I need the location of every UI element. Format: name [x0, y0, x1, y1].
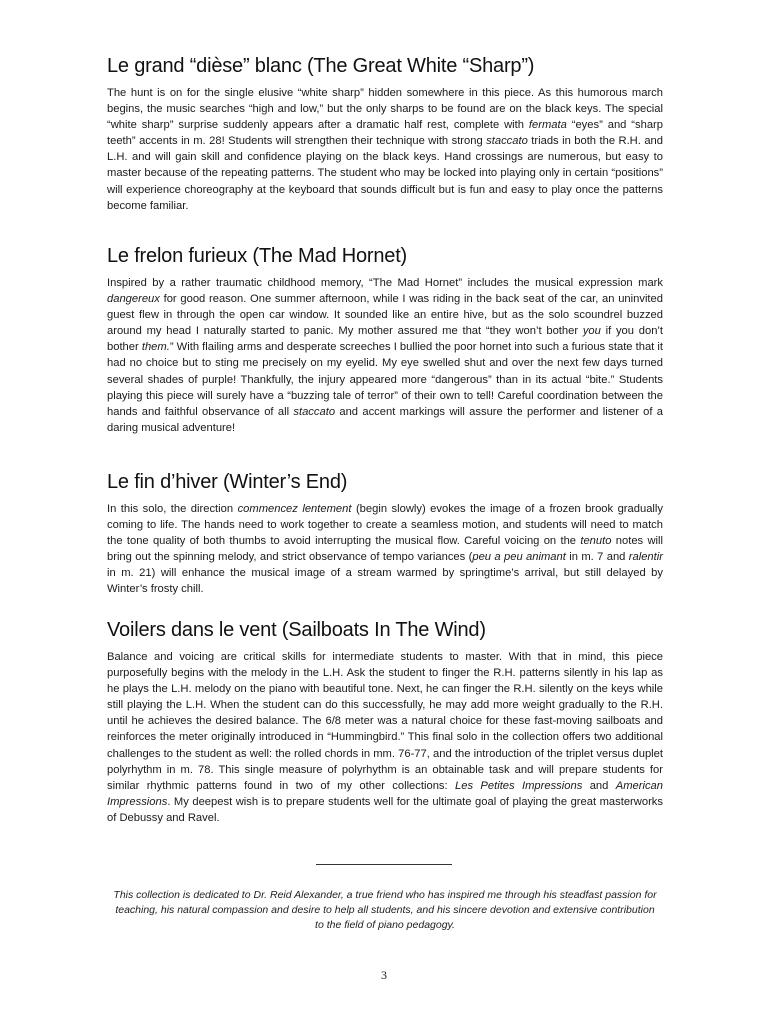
- body-text: and: [582, 779, 616, 792]
- body-text: Inspired by a rather traumatic childhood memory, “The Mad Hornet” includes the musical expression mark: [107, 277, 663, 289]
- body-text: In this solo, the direction: [107, 503, 238, 515]
- italic-term: ralentir: [628, 551, 663, 564]
- body-text: “eyes” and “sharp teeth” accents in m. 28! Students will strengthen their technique with strong: [107, 119, 663, 148]
- italic-term: American Impressions: [107, 779, 664, 808]
- body-text: notes will bring out the spinning melody, and strict observance of tempo variances (: [107, 535, 663, 564]
- body-text: The hunt is on for the single elusive “white sharp” hidden somewhere in this piece. As this humorous march begins, the music searches “high and low,” but the only sharps to be found are on the black keys. The special “white sharp” surprise suddenly appears after a dramatic half rest, complete with: [107, 87, 663, 132]
- section-heading: Voilers dans le vent (Sailboats In The Wind): [107, 619, 486, 641]
- body-text: triads in both the R.H. and L.H. and will gain skill and confidence playing on the black keys. Hand crossings are numerous, but easy to master because of the repeating patterns. The student who may be locked into playing only in certain “positions” will experience choreography at the keyboard that sounds difficult but is fun and easy to play once the patterns become familiar.: [107, 135, 663, 212]
- section-body: [107, 275, 663, 436]
- body-text: in m. 7 and: [565, 551, 629, 564]
- body-text: Balance and voicing are critical skills for intermediate students to master. With that in mind, this piece purposefully begins with the melody in the L.H. Ask the student to finger the R.H. patterns silently in his lap as he plays the L.H. melody on the piano with beautiful tone. Next, he can finger the R.H. silently on the keys while still playing the L.H. When the student can do this successfully, he may add more weight gradually to the R.H. until he achieves the desired balance. The 6/8 meter was a natural choice for these fast-moving sailboats and reinforces the meter originally introduced in “Hummingbird.” This final solo in the collection offers two additional challenges to the student as well: the rolled chords in mm. 76-77, and the introduction of the triplet versus duplet polyrhythm in m. 78. This single measure of polyrhythm is an obtainable task and will prepare students for similar rhythmic patterns found in two of my other collections:: [107, 651, 663, 792]
- italic-term: them.: [141, 341, 170, 354]
- italic-term: dangereux: [107, 293, 160, 306]
- section-heading: Le frelon furieux (The Mad Hornet): [107, 245, 408, 267]
- section-winters-end: [107, 470, 663, 598]
- body-text: for good reason. One summer afternoon, while I was riding in the back seat of the car, an uninvited guest flew in through the open car window. It sounded like an entire hive, but as the solo scoundrel buzzed around my head I naturally started to panic. My mother assured me that “they won’t bother: [107, 293, 663, 338]
- italic-term: staccato: [293, 405, 336, 418]
- body-text: in m. 21) will enhance the musical image of a stream warmed by springtime’s arrival, but still delayed by Winter’s frosty chill.: [107, 567, 663, 596]
- body-text: if you don’t bother: [107, 325, 664, 354]
- section-body: [107, 501, 663, 598]
- italic-term: Les Petites Impressions: [455, 779, 583, 792]
- body-text: and accent markings will assure the performer and listener of a daring musical adventure!: [107, 405, 663, 434]
- body-text: ” With flailing arms and desperate screeches I bullied the poor hornet into such a furious state that it had no choice but to sting me precisely on my eyelid. My eye swelled shut and over the next few days turned several shades of purple! Thankfully, the injury appeared more “dangerous” than in its actual “bite.” Students playing this piece will surely have a “buzzing tale of terror” of their own to tell! Careful coordination between the hands and faithful observance of all: [107, 341, 663, 418]
- section-body: [107, 85, 663, 214]
- section-heading: Le fin d’hiver (Winter’s End): [107, 471, 348, 493]
- italic-term: tenuto: [580, 535, 612, 548]
- section-great-white-sharp: [107, 54, 663, 214]
- italic-term: staccato: [486, 135, 528, 148]
- body-text: . My deepest wish is to prepare students well for the ultimate goal of playing the great masterworks of Debussy and Ravel.: [107, 795, 663, 824]
- body-text: (begin slowly) evokes the image of a frozen brook gradually coming to life. The hands need to work together to create a seamless motion, and students will need to match the tone quality of both thumbs to avoid interrupting the musical flow. Careful voicing on the: [107, 503, 663, 548]
- italic-term: you: [582, 325, 601, 338]
- section-mad-hornet: [107, 244, 663, 436]
- italic-term: peu a peu animant: [472, 551, 566, 564]
- dedication-note: This collection is dedicated to Dr. Reid Alexander, a true friend who has inspired me through his steadfast passion for teaching, his natural compassion and desire to help all students, and his sincere devotion and extensive contribution to the field of piano pedagogy.: [113, 889, 657, 931]
- section-body: [107, 649, 663, 826]
- italic-term: fermata: [528, 119, 567, 132]
- divider-rule: [316, 864, 452, 865]
- page-number: 3: [381, 968, 387, 982]
- italic-term: commencez lentement: [237, 503, 352, 515]
- section-heading: Le grand “dièse” blanc (The Great White “Sharp”): [107, 55, 535, 77]
- section-sailboats-in-the-wind: [107, 618, 663, 826]
